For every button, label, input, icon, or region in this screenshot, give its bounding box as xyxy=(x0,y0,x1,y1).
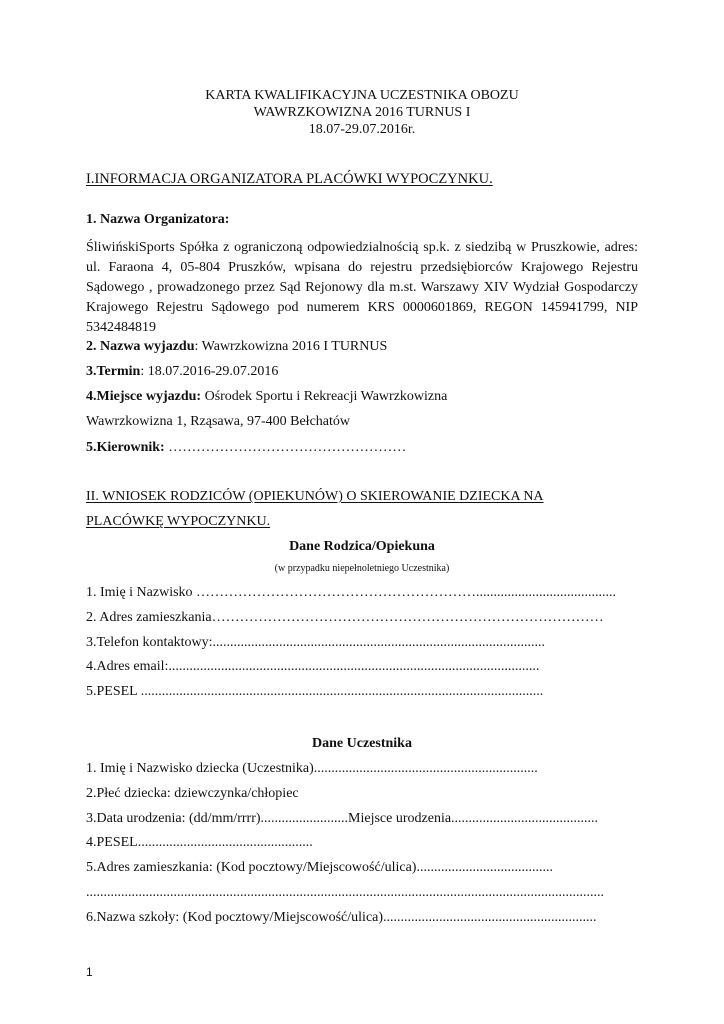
trip-name-value: : Wawrzkowizna 2016 I TURNUS xyxy=(194,339,388,354)
parent-field-name[interactable]: 1. Imię i Nazwisko ……………………………………………………........................................ xyxy=(86,586,617,600)
parent-field-email[interactable]: 4.Adres email:.......................................................................................................... xyxy=(86,660,540,674)
parent-section-title: Dane Rodzica/Opiekuna xyxy=(289,539,435,554)
leader-row xyxy=(86,441,406,455)
section2-heading-line1: II. WNIOSEK RODZICÓW (OPIEKUNÓW) O SKIEROWANIE DZIECKA NA xyxy=(86,489,544,504)
place-row xyxy=(86,390,447,404)
parent-field-phone[interactable]: 3.Telefon kontaktowy:............................................................................................... xyxy=(86,636,546,650)
section2-heading-line2: PLACÓWKĘ WYPOCZYNKU. xyxy=(86,514,271,529)
trip-name-label: 2. Nazwa wyjazdu xyxy=(86,339,195,354)
participant-field-birth[interactable]: 3.Data urodzenia: (dd/mm/rrrr).........................Miejsce urodzenia.......................................... xyxy=(86,812,599,826)
trip-name-row xyxy=(86,340,387,354)
organizer-label: 1. Nazwa Organizatora: xyxy=(86,212,230,227)
participant-field-address-cont[interactable]: .................................................................................................................................................... xyxy=(86,886,604,900)
place-label: 4.Miejsce wyjazdu: xyxy=(86,389,202,404)
parent-field-address[interactable]: 2. Adres zamieszkania………………………………………………………………………… xyxy=(86,611,604,625)
leader-label: 5.Kierownik: xyxy=(86,440,165,455)
term-label: 3.Termin xyxy=(86,364,141,379)
term-value: : 18.07.2016-29.07.2016 xyxy=(140,364,279,379)
participant-field-name[interactable]: 1. Imię i Nazwisko dziecka (Uczestnika)................................................................ xyxy=(86,762,538,776)
participant-section-title: Dane Uczestnika xyxy=(312,736,412,751)
term-row xyxy=(86,365,278,379)
parent-field-pesel[interactable]: 5.PESEL ................................................................................................................... xyxy=(86,685,544,699)
parent-section-subtitle: (w przypadku niepełnoletniego Uczestnika) xyxy=(274,563,450,574)
organizer-text: ŚliwińskiSports Spółka z ograniczoną odpowiedzialnością sp.k. z siedzibą w Pruszkowie, adres: ul. Faraona 4, 05-804 Pruszków, wpisana do rejestru przedsiębiorców Krajowego Rejestru Sądowego , prowadzonego przez Sąd Rejonowy dla m.st. Warszawy XIV Wydział Gospodarczy Krajowego Rejestru Sądowego pod numerem KRS 0000601869, REGON 145941799, NIP 5342484819 xyxy=(86,240,638,335)
doc-title-line1: KARTA KWALIFIKACYJNA UCZESTNIKA OBOZU xyxy=(205,88,519,103)
doc-title-line2: WAWRZKOWIZNA 2016 TURNUS I xyxy=(253,105,471,120)
participant-field-pesel[interactable]: 4.PESEL.................................................. xyxy=(86,836,313,850)
participant-field-gender[interactable]: 2.Płeć dziecka: dziewczynka/chłopiec xyxy=(86,787,299,801)
leader-value: …………………………………………… xyxy=(164,440,407,455)
participant-field-school[interactable]: 6.Nazwa szkoły: (Kod pocztowy/Miejscowość/ulica)............................................................. xyxy=(86,911,597,925)
participant-field-address[interactable]: 5.Adres zamieszkania: (Kod pocztowy/Miejscowość/ulica)....................................... xyxy=(86,861,553,875)
section1-heading: I.INFORMACJA ORGANIZATORA PLACÓWKI WYPOCZYNKU. xyxy=(86,171,493,187)
doc-title-line3: 18.07-29.07.2016r. xyxy=(308,122,416,137)
page-number: 1 xyxy=(86,965,93,979)
place-value: Ośrodek Sportu i Rekreacji Wawrzkowizna xyxy=(201,389,448,404)
place-address: Wawrzkowizna 1, Rząsawa, 97-400 Bełchatów xyxy=(86,414,351,429)
